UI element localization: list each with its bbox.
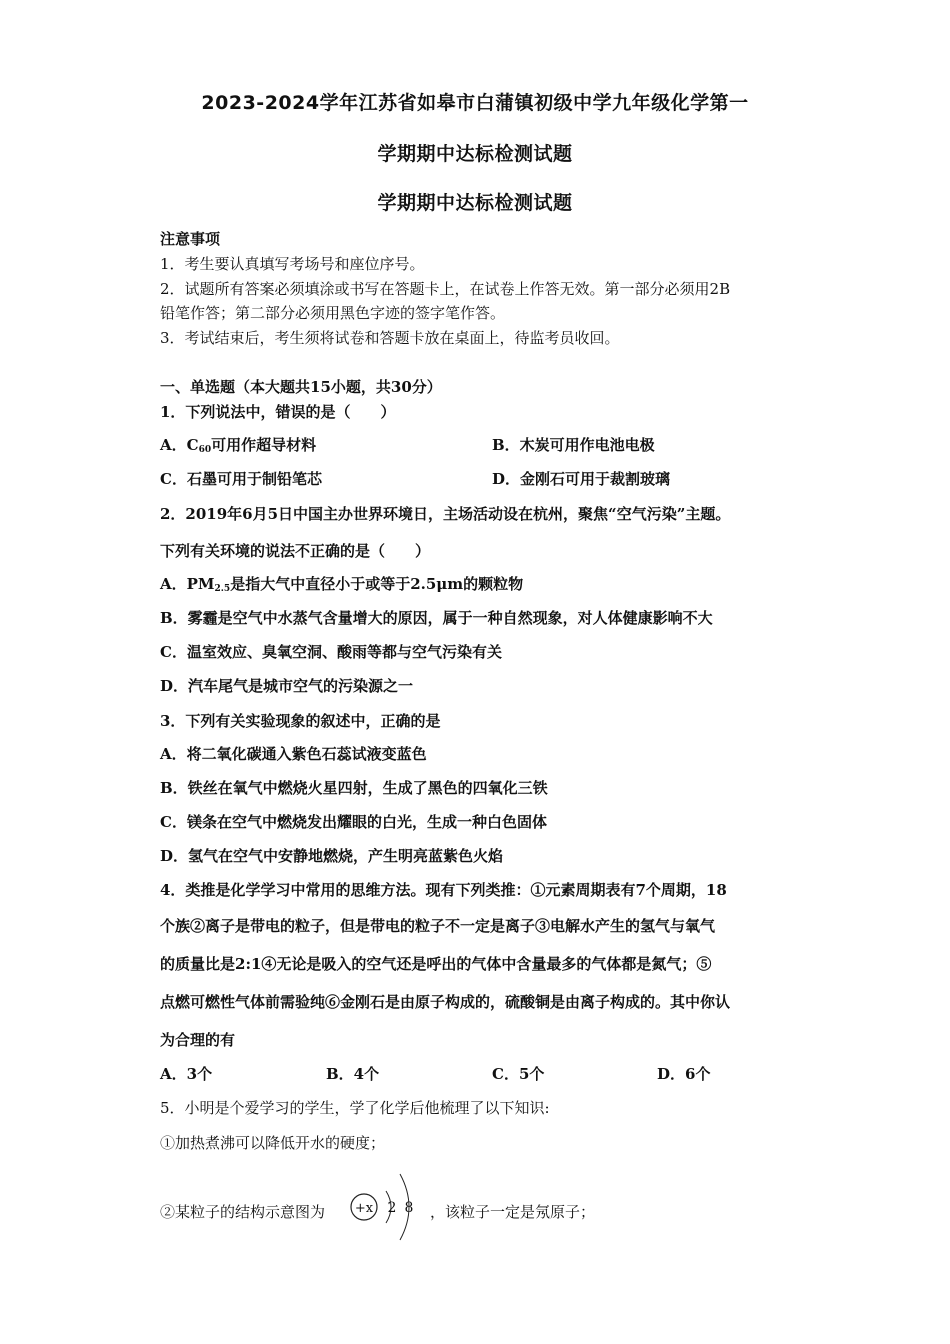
- notice-item-3: 3．考试结束后，考生须将试卷和答题卡放在桌面上，待监考员收回。: [160, 329, 620, 347]
- notice-item-1: 1．考生要认真填写考场号和座位序号。: [160, 255, 425, 273]
- q4-option-a: A．3个: [160, 1065, 213, 1083]
- nucleus-charge: +x: [354, 1201, 374, 1216]
- notice-item-2a: 2．试题所有答案必须填涂或书写在答题卡上，在试卷上作答无效。第一部分必须用2B: [160, 280, 731, 298]
- exam-title-line-3: 学期期中达标检测试题: [377, 192, 573, 214]
- q3-option-c: C．镁条在空气中燃烧发出耀眼的白光，生成一种白色固体: [160, 813, 547, 831]
- q4-line-1: 4．类推是化学学习中常用的思维方法。现有下列类推：①元素周期表有7个周期，18: [160, 881, 727, 899]
- q5-item-2-prefix: ②某粒子的结构示意图为: [160, 1203, 326, 1221]
- q1-option-c: C．石墨可用于制铅笔芯: [160, 470, 322, 488]
- atomic-structure-diagram: [348, 1166, 430, 1248]
- exam-title-line-1: 2023-2024学年江苏省如皋市白蒲镇初级中学九年级化学第一: [201, 92, 749, 114]
- q4-line-5: 为合理的有: [160, 1031, 236, 1049]
- notice-item-2b: 铅笔作答；第二部分必须用黑色字迹的签字笔作答。: [160, 304, 506, 322]
- q4-option-d: D．6个: [657, 1065, 711, 1083]
- q2-stem-2: 下列有关环境的说法不正确的是（ ）: [160, 542, 431, 560]
- q4-line-4: 点燃可燃性气体前需验纯⑥金刚石是由原子构成的，硫酸铜是由离子构成的。其中你认: [160, 993, 731, 1011]
- q5-item-2-suffix: ，该粒子一定是氖原子；: [430, 1203, 596, 1221]
- q3-option-b: B．铁丝在氧气中燃烧火星四射，生成了黑色的四氧化三铁: [160, 779, 548, 797]
- electron-shell-2-count: 8: [404, 1200, 414, 1216]
- q3-stem: 3．下列有关实验现象的叙述中，正确的是: [160, 712, 441, 730]
- q1-option-b: B．木炭可用作电池电极: [492, 436, 655, 454]
- q4-option-b: B．4个: [326, 1065, 380, 1083]
- q2-stem-1: 2．2019年6月5日中国主办世界环境日，主场活动设在杭州，聚焦“空气污染”主题。: [160, 505, 731, 523]
- q2-option-b: B．雾霾是空气中水蒸气含量增大的原因，属于一种自然现象，对人体健康影响不大: [160, 609, 713, 627]
- q2-option-a: A．$PM_{2.5}$是指大气中直径小于或等于2.5μm的颗粒物: [160, 575, 524, 594]
- q5-stem: 5．小明是个爱学习的学生，学了化学后他梳理了以下知识:: [160, 1099, 550, 1117]
- electron-shell-1-count: 2: [387, 1200, 397, 1216]
- exam-title-line-2: 学期期中达标检测试题: [377, 143, 573, 165]
- q2-option-a-subscript: 2.5: [214, 584, 231, 594]
- q1-option-a: A．$C_{60}$可用作超导材料: [160, 436, 317, 455]
- q1-option-a-subscript: 60: [198, 445, 212, 455]
- q4-option-c: C．5个: [492, 1065, 545, 1083]
- q3-option-a: A．将二氧化碳通入紫色石蕊试液变蓝色: [160, 745, 427, 763]
- q1-option-d: D．金刚石可用于裁割玻璃: [492, 470, 671, 488]
- q5-item-1: ①加热煮沸可以降低开水的硬度；: [160, 1134, 386, 1152]
- q3-option-d: D．氢气在空气中安静地燃烧，产生明亮蓝紫色火焰: [160, 847, 504, 865]
- notice-heading: 注意事项: [160, 230, 221, 248]
- q2-option-d: D．汽车尾气是城市空气的污染源之一: [160, 677, 414, 695]
- q2-option-c: C．温室效应、臭氧空洞、酸雨等都与空气污染有关: [160, 643, 502, 661]
- q4-line-2: 个族②离子是带电的粒子，但是带电的粒子不一定是离子③电解水产生的氢气与氧气: [160, 917, 716, 935]
- q4-line-3: 的质量比是2:1④无论是吸入的空气还是呼出的气体中含量最多的气体都是氮气；⑤: [160, 955, 712, 973]
- section-heading: 一、单选题（本大题共15小题，共30分）: [160, 378, 442, 396]
- q1-stem: 1．下列说法中，错误的是（ ）: [160, 403, 396, 421]
